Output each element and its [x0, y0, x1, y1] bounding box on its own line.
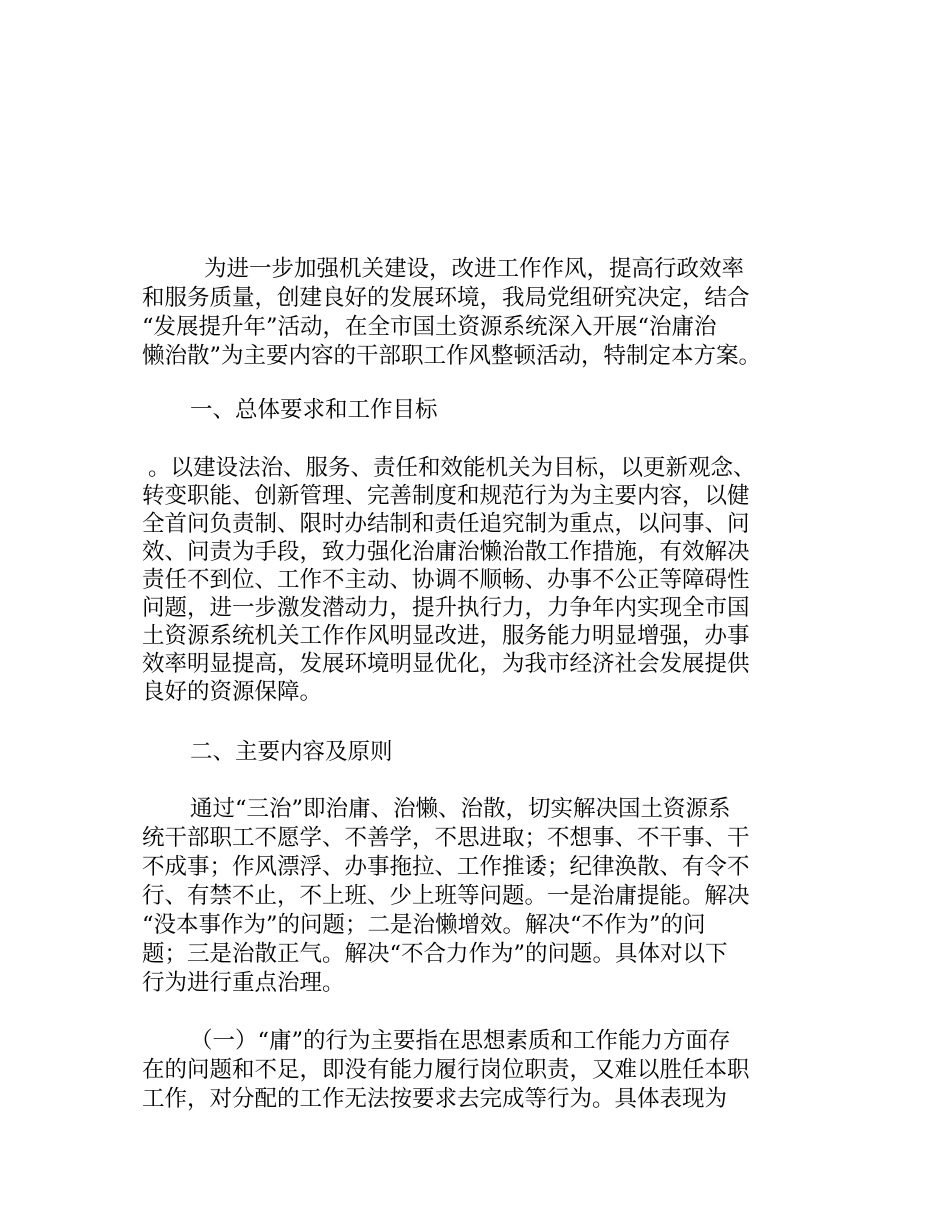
section-1-line-7: 土资源系统机关工作作风明显改进，服务能力明显增强，办事 — [142, 623, 750, 649]
intro-line-3: “发展提升年”活动，在全市国土资源系统深入开展“治庸治 — [142, 314, 717, 340]
section-1-line-2: 转变职能、创新管理、完善制度和规范行为为主要内容，以健 — [142, 483, 750, 509]
intro-line-1: 为进一步加强机关建设，改进工作作风，提高行政效率 — [204, 256, 745, 282]
section-2-line-7: 行为进行重点治理。 — [142, 970, 345, 996]
section-1-line-3: 全首问负责制、限时办结制和责任追究制为重点，以问事、问 — [142, 511, 750, 537]
section-1-line-4: 效、问责为手段，致力强化治庸治懒治散工作措施，有效解决 — [142, 539, 750, 565]
subsection-1-line-3: 工作，对分配的工作无法按要求去完成等行为。具体表现为 — [142, 1086, 728, 1112]
intro-line-4: 懒治散”为主要内容的干部职工作风整顿活动，特制定本方案。 — [142, 343, 762, 369]
section-2-line-1: 通过“三治”即治庸、治懒、治散，切实解决国土资源系 — [190, 796, 731, 822]
section-1-line-8: 效率明显提高，发展环境明显优化，为我市经济社会发展提供 — [142, 651, 750, 677]
subsection-1-line-2: 在的问题和不足，即没有能力履行岗位职责，又难以胜任本职 — [142, 1057, 750, 1083]
section-2-line-4: 行、有禁不止，不上班、少上班等问题。一是治庸提能。解决 — [142, 883, 750, 909]
section-2-heading: 二、主要内容及原则 — [190, 739, 393, 765]
section-1-line-9: 良好的资源保障。 — [142, 679, 323, 705]
section-1-line-5: 责任不到位、工作不主动、协调不顺畅、办事不公正等障碍性 — [142, 567, 750, 593]
section-2-line-2: 统干部职工不愿学、不善学，不思进取；不想事、不干事、干 — [142, 825, 750, 851]
section-2-line-5: “没本事作为”的问题；二是治懒增效。解决“不作为”的问 — [142, 912, 706, 938]
section-1-line-1: 。以建设法治、服务、责任和效能机关为目标，以更新观念、 — [148, 455, 756, 481]
section-1-line-6: 问题，进一步激发潜动力，提升执行力，力争年内实现全市国 — [142, 595, 750, 621]
subsection-1-line-1: （一）“庸”的行为主要指在思想素质和工作能力方面存 — [190, 1028, 731, 1054]
section-2-line-3: 不成事；作风漂浮、办事拖拉、工作推诿；纪律涣散、有令不 — [142, 854, 750, 880]
section-2-line-6: 题；三是治散正气。解决“不合力作为”的问题。具体对以下 — [142, 941, 728, 967]
section-1-heading: 一、总体要求和工作目标 — [190, 397, 438, 423]
intro-line-2: 和服务质量，创建良好的发展环境，我局党组研究决定，结合 — [142, 285, 750, 311]
